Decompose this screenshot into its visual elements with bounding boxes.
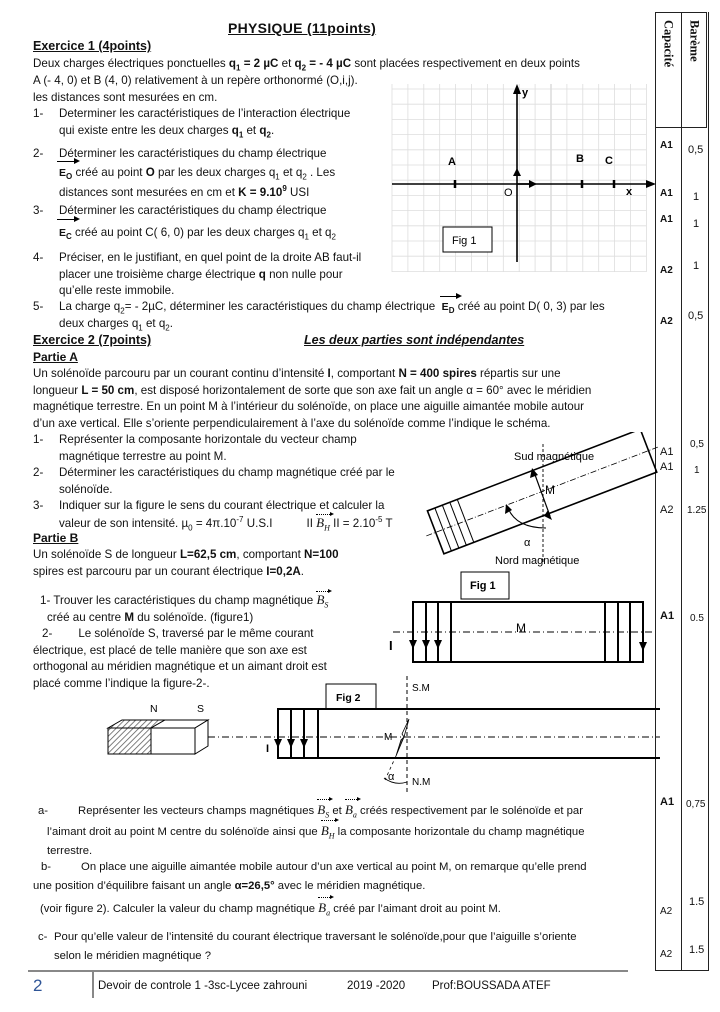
text: Pour qu’elle valeur de l’intensité du courant électrique traversant le solénoïde,pour que l’aiguille s’oriente — [54, 931, 577, 943]
points-cell: 1.5 — [689, 896, 705, 908]
part-b-question-c — [38, 928, 658, 966]
magnet-s-label: S — [197, 703, 205, 715]
current-arrow-icon — [287, 739, 295, 748]
footer-exam: Devoir de controle 1 -3sc-Lycee zahrouni — [98, 980, 308, 992]
text: longueur — [33, 383, 82, 397]
text: , est disposé horizontalement de sorte que son axe fait un angle α = 60° avec le méridien — [134, 383, 592, 397]
text: créé au point — [72, 166, 146, 179]
text: II = 2.10 — [329, 516, 376, 530]
text: α=26,5° — [234, 880, 275, 892]
text: . Les — [306, 166, 336, 179]
text: et q — [142, 316, 166, 330]
text: Un solénoïde parcouru par un courant continu d’intensité — [33, 367, 328, 380]
points-cell: 0.5 — [690, 613, 704, 624]
current-arrow-icon — [434, 640, 442, 649]
text: placé comme l’indique la figure-2-. — [33, 676, 210, 690]
points-cell: 0,5 — [690, 439, 704, 450]
point-b-label: B — [576, 153, 584, 165]
vector-ed — [442, 299, 455, 316]
alpha-label: α — [524, 537, 531, 549]
capacity-cell: A2 — [660, 265, 673, 276]
south-meridian-label: S.M — [412, 683, 430, 694]
text: et q — [279, 166, 303, 179]
text: . — [169, 316, 173, 330]
points-cell: 1 — [693, 191, 700, 203]
question-number: c- — [38, 931, 48, 943]
text: l’aimant droit au point M centre du solénoïde ainsi que — [47, 826, 321, 838]
text: O — [66, 172, 73, 182]
ex1-question-2: 2- Déterminer les caractéristiques du champ électrique $E_O$ créé au point O par les deux charges $q_1$ et $q_2$ . Les distances sont mesurées en cm et $K = 9.10^9$ USI — [33, 144, 393, 202]
angle-arrow-icon — [505, 504, 512, 514]
points-cell: 1 — [693, 260, 700, 272]
unit-vector-j-arrow-icon — [513, 168, 521, 176]
text: K = 9.10 — [238, 186, 283, 199]
text: q — [228, 57, 237, 70]
point-c-label: C — [605, 155, 613, 167]
text: répartis sur une — [476, 367, 561, 380]
text: q — [258, 267, 266, 281]
text: magnétique terrestre au point M. — [59, 449, 227, 463]
vector-bs: $B_S$ — [317, 802, 330, 820]
point-m-label: M — [516, 621, 526, 635]
text: une position d’équilibre faisant un angle — [33, 880, 235, 892]
footer-separator — [92, 972, 94, 998]
current-arrow-icon — [274, 739, 282, 748]
part-b-fig2 — [100, 676, 660, 792]
question-number: a- — [38, 805, 49, 817]
part-a-solenoid-figure — [420, 432, 660, 572]
text: (voir figure 2). Calculer la valeur du champ magnétique — [40, 903, 319, 915]
text: = 2 µC — [240, 57, 279, 70]
solenoid-body — [278, 709, 660, 758]
current-arrow-icon — [422, 640, 430, 649]
footer-year: 2019 -2020 — [347, 980, 406, 992]
text: N = 400 spires — [398, 367, 477, 380]
text: E — [59, 227, 67, 239]
current-arrow-icon — [300, 739, 308, 748]
x-axis-arrow-icon — [646, 180, 656, 188]
points-cell: 1 — [693, 218, 700, 230]
text: créé par l’aimant droit au point M. — [330, 903, 501, 915]
exercise-1-heading: Exercice 1 (4points) — [33, 39, 152, 53]
part-b-statement — [33, 547, 413, 580]
text: C — [66, 232, 72, 242]
text: -7 — [236, 514, 244, 524]
vector-eo — [59, 164, 72, 183]
alpha-label: α — [388, 771, 395, 783]
ex1-intro-line1: Deux charges électriques ponctuelles $q_1 = 2$ µC et $q_2$ = - 4 µC sont placées respectivement en deux points — [33, 57, 580, 73]
text: Préciser, en le justifiant, en quel point de la droite AB faut-il — [59, 251, 362, 264]
fig1-label: Fig 1 — [470, 580, 496, 592]
ex1-question-3: 3- Déterminer les caractéristiques du champ électrique $E_C$ créé au point C( 6, 0) par les deux charges $q_1$ et $q_2$ — [33, 200, 413, 244]
question-number: 5- — [33, 300, 44, 313]
vector-ba: $B_a$ — [318, 900, 331, 918]
part-a-statement — [33, 366, 653, 432]
vector-bh: $B_H$ — [320, 823, 335, 841]
text: et — [278, 57, 295, 70]
text: E — [59, 167, 67, 179]
text: Déterminer les caractéristiques du champ magnétique créé par le — [59, 466, 395, 479]
part-a-questions — [33, 432, 423, 532]
unit-vector-i-arrow-icon — [529, 180, 537, 188]
part-a-heading: Partie A — [33, 350, 78, 364]
south-label: Sud magnétique — [514, 451, 595, 463]
text: D — [448, 306, 455, 316]
question-number: 2- — [33, 466, 44, 479]
text: U.S.I — [243, 516, 273, 530]
capacity-cell: A1 — [660, 140, 673, 151]
compass-needle — [402, 719, 409, 737]
capacity-cell: A2 — [660, 316, 673, 327]
points-cell: 1 — [694, 465, 700, 476]
text: créés respectivement par le solénoïde et par — [356, 805, 583, 817]
text: du solénoïde. (figure1) — [134, 610, 254, 624]
text: créé au centre — [47, 610, 125, 624]
text: I=0,2A — [266, 564, 301, 578]
grid-lines — [392, 84, 646, 272]
text: S — [324, 600, 329, 610]
text: électrique, est placé de telle manière que son axe est — [33, 643, 307, 657]
text: = - 2µC, déterminer les caractéristiques du champ électrique — [124, 300, 439, 313]
text: avec le méridien magnétique. — [274, 880, 426, 892]
text: q — [294, 57, 302, 70]
origin-label: O — [504, 187, 513, 199]
vector-ba: $B_a$ — [344, 802, 357, 820]
text: 1- Trouver les caractéristiques du champ magnétique — [40, 594, 317, 607]
part-b-question-1 — [40, 592, 400, 626]
needle-arrow-icon — [544, 510, 552, 520]
grading-table-divider — [681, 12, 682, 970]
text: Deux charges électriques ponctuelles — [33, 57, 229, 70]
text: distances sont mesurées en cm et — [59, 186, 239, 199]
part-b-heading: Partie B — [33, 531, 79, 545]
vector-bh — [316, 515, 330, 532]
ex1-coordinate-figure — [390, 84, 660, 274]
text: H — [324, 523, 330, 533]
capacity-cell: A1 — [660, 446, 674, 458]
header-capacite: Capacité — [661, 20, 676, 68]
compass-needle — [396, 737, 404, 756]
question-number: 1- — [33, 107, 44, 120]
text: par les deux charges q — [154, 166, 276, 179]
text: I — [327, 367, 331, 380]
footer-prof: Prof:BOUSSADA ATEF — [432, 980, 551, 992]
text: B — [316, 514, 325, 530]
point-a-label: A — [448, 156, 456, 168]
angle-arc — [508, 508, 546, 528]
text: et — [329, 805, 345, 817]
magnet-n-label: N — [150, 703, 158, 715]
text: la composante horizontale du champ magnétique — [334, 826, 585, 838]
text: T — [382, 516, 393, 530]
exercise-2-heading: Exercice 2 (7points) — [33, 333, 152, 347]
capacity-cell: A2 — [660, 906, 673, 917]
text: solénoïde. — [59, 482, 113, 496]
x-axis-label: x — [626, 186, 633, 198]
question-number: 2- — [42, 627, 53, 640]
north-meridian-label: N.M — [412, 777, 431, 788]
text: = 4π.10 — [192, 516, 237, 530]
current-arrow-icon — [639, 642, 647, 651]
text: magnétique terrestre. En un point M à l’intérieur du solénoïde, on place une aiguille aimantée mobile autour — [33, 400, 585, 413]
current-label: I — [266, 743, 270, 755]
text: valeur de son intensité. µ — [59, 516, 189, 530]
fig1-label: Fig 1 — [452, 235, 477, 247]
text: deux charges q — [59, 316, 139, 330]
bar-magnet — [108, 720, 208, 754]
point-m-label: M — [545, 483, 555, 497]
text: Indiquer sur la figure le sens du courant électrique et calculer la — [59, 499, 385, 512]
question-number: 4- — [33, 251, 44, 264]
text: sont placées respectivement en deux points — [351, 57, 580, 70]
page-title: PHYSIQUE (11points) — [228, 20, 377, 36]
part-b-question-a — [38, 800, 658, 861]
text: d’un axe vertical. Elle s’oriente perpendiculairement à l’axe du solénoïde comme l’indique le schéma. — [33, 416, 551, 430]
current-label: I — [389, 638, 393, 653]
capacity-cell: A1 — [660, 188, 673, 199]
capacity-cell: A1 — [660, 461, 674, 473]
capacity-cell: A2 — [660, 949, 673, 960]
points-cell: 1.5 — [689, 944, 705, 956]
text: créé au point D( 0, 3) par les — [454, 300, 605, 313]
text: placer une troisième charge électrique — [59, 267, 259, 281]
text: orthogonal au méridien magnétique et un aimant droit est — [33, 660, 327, 673]
fig2-label: Fig 2 — [336, 692, 361, 704]
text: et q — [308, 226, 332, 239]
ex1-intro-line3: les distances sont mesurées en cm. — [33, 91, 218, 104]
text: Représenter la composante horizontale du vecteur champ — [59, 433, 357, 446]
ex1-question-4 — [33, 250, 413, 300]
text: 9 — [282, 184, 287, 194]
vector-ec — [59, 222, 72, 244]
text: qu’elle reste immobile. — [59, 284, 175, 297]
y-axis-label: y — [522, 87, 529, 99]
text: L = 50 cm — [81, 383, 135, 397]
current-arrow-icon — [409, 640, 417, 649]
vector-bs — [316, 592, 328, 609]
text: L=62,5 cm — [179, 548, 237, 561]
text: créé au point C( 6, 0) par les deux charges q — [71, 226, 305, 239]
text: . — [300, 564, 305, 578]
capacity-cell: A1 — [660, 610, 675, 622]
text: Déterminer les caractéristiques du champ électrique — [59, 204, 327, 217]
points-cell: 1.25 — [687, 505, 707, 516]
text: Le solénoïde S, traversé par le même courant — [78, 627, 314, 640]
text: terrestre. — [47, 845, 93, 857]
points-cell: 0,5 — [688, 310, 704, 322]
question-number: 1- — [33, 433, 44, 446]
ex1-question-1: 1- Determiner les caractéristiques de l’interaction électrique qui existe entre les deux charges $q_1$ et $q_2$. — [33, 107, 351, 139]
text: N=100 — [304, 548, 339, 561]
text: Représenter les vecteurs champs magnétiques — [78, 805, 318, 817]
text: qui existe entre les deux charges — [59, 123, 232, 137]
text: spires est parcouru par un courant électrique — [33, 564, 267, 578]
text: , comportant — [330, 367, 399, 380]
part-b-question-b — [33, 858, 653, 919]
text: La charge q — [59, 300, 121, 313]
text: On place une aiguille aimantée mobile autour d’un axe vertical au point M, on remarque qu’elle prend — [81, 861, 587, 873]
text: -5 — [375, 514, 383, 524]
text: Determiner les caractéristiques de l’interaction électrique — [59, 107, 351, 120]
text: 0 — [188, 522, 193, 532]
text: O — [145, 166, 155, 179]
text: USI — [286, 186, 310, 199]
question-number: b- — [41, 861, 52, 873]
points-cell: 0,75 — [686, 799, 706, 810]
capacity-cell: A2 — [660, 504, 674, 516]
footer-divider — [28, 970, 628, 972]
part-b-fig1-solenoid — [385, 570, 655, 670]
ex1-intro-line2: A (- 4, 0) et B (4, 0) relativement à un repère orthonormé (O,i,j). — [33, 74, 358, 87]
text: non nulle pour — [265, 267, 343, 281]
north-label: Nord magnétique — [495, 555, 580, 567]
capacity-cell: A1 — [660, 796, 675, 808]
text: II — [306, 516, 317, 530]
header-bareme: Barème — [687, 20, 702, 62]
points-cell: 0,5 — [688, 144, 704, 156]
text: , comportant — [236, 548, 305, 561]
ex1-question-5: 5- La charge $q_2= - 2\mu C$, déterminer les caractéristiques du champ électrique $E_D$ créé au point D( 0, 3) par les deux charges $q_1$ et $q_2$. — [33, 300, 605, 332]
text: = - 4 µC — [306, 57, 352, 70]
text: Un solénoïde S de longueur — [33, 548, 180, 561]
capacity-cell: A1 — [660, 214, 673, 225]
point-m-label: M — [384, 732, 393, 743]
page-number: 2 — [33, 976, 43, 995]
exercise-2-note: Les deux parties sont indépendantes — [304, 333, 525, 347]
question-number: 2- — [33, 147, 44, 160]
question-number: 3- — [33, 204, 44, 217]
text: M — [124, 610, 135, 624]
question-number: 3- — [33, 499, 44, 512]
text: E — [441, 301, 449, 313]
text: B — [316, 592, 325, 607]
text: selon le méridien magnétique ? — [54, 950, 211, 962]
text: Déterminer les caractéristiques du champ électrique — [59, 147, 327, 160]
